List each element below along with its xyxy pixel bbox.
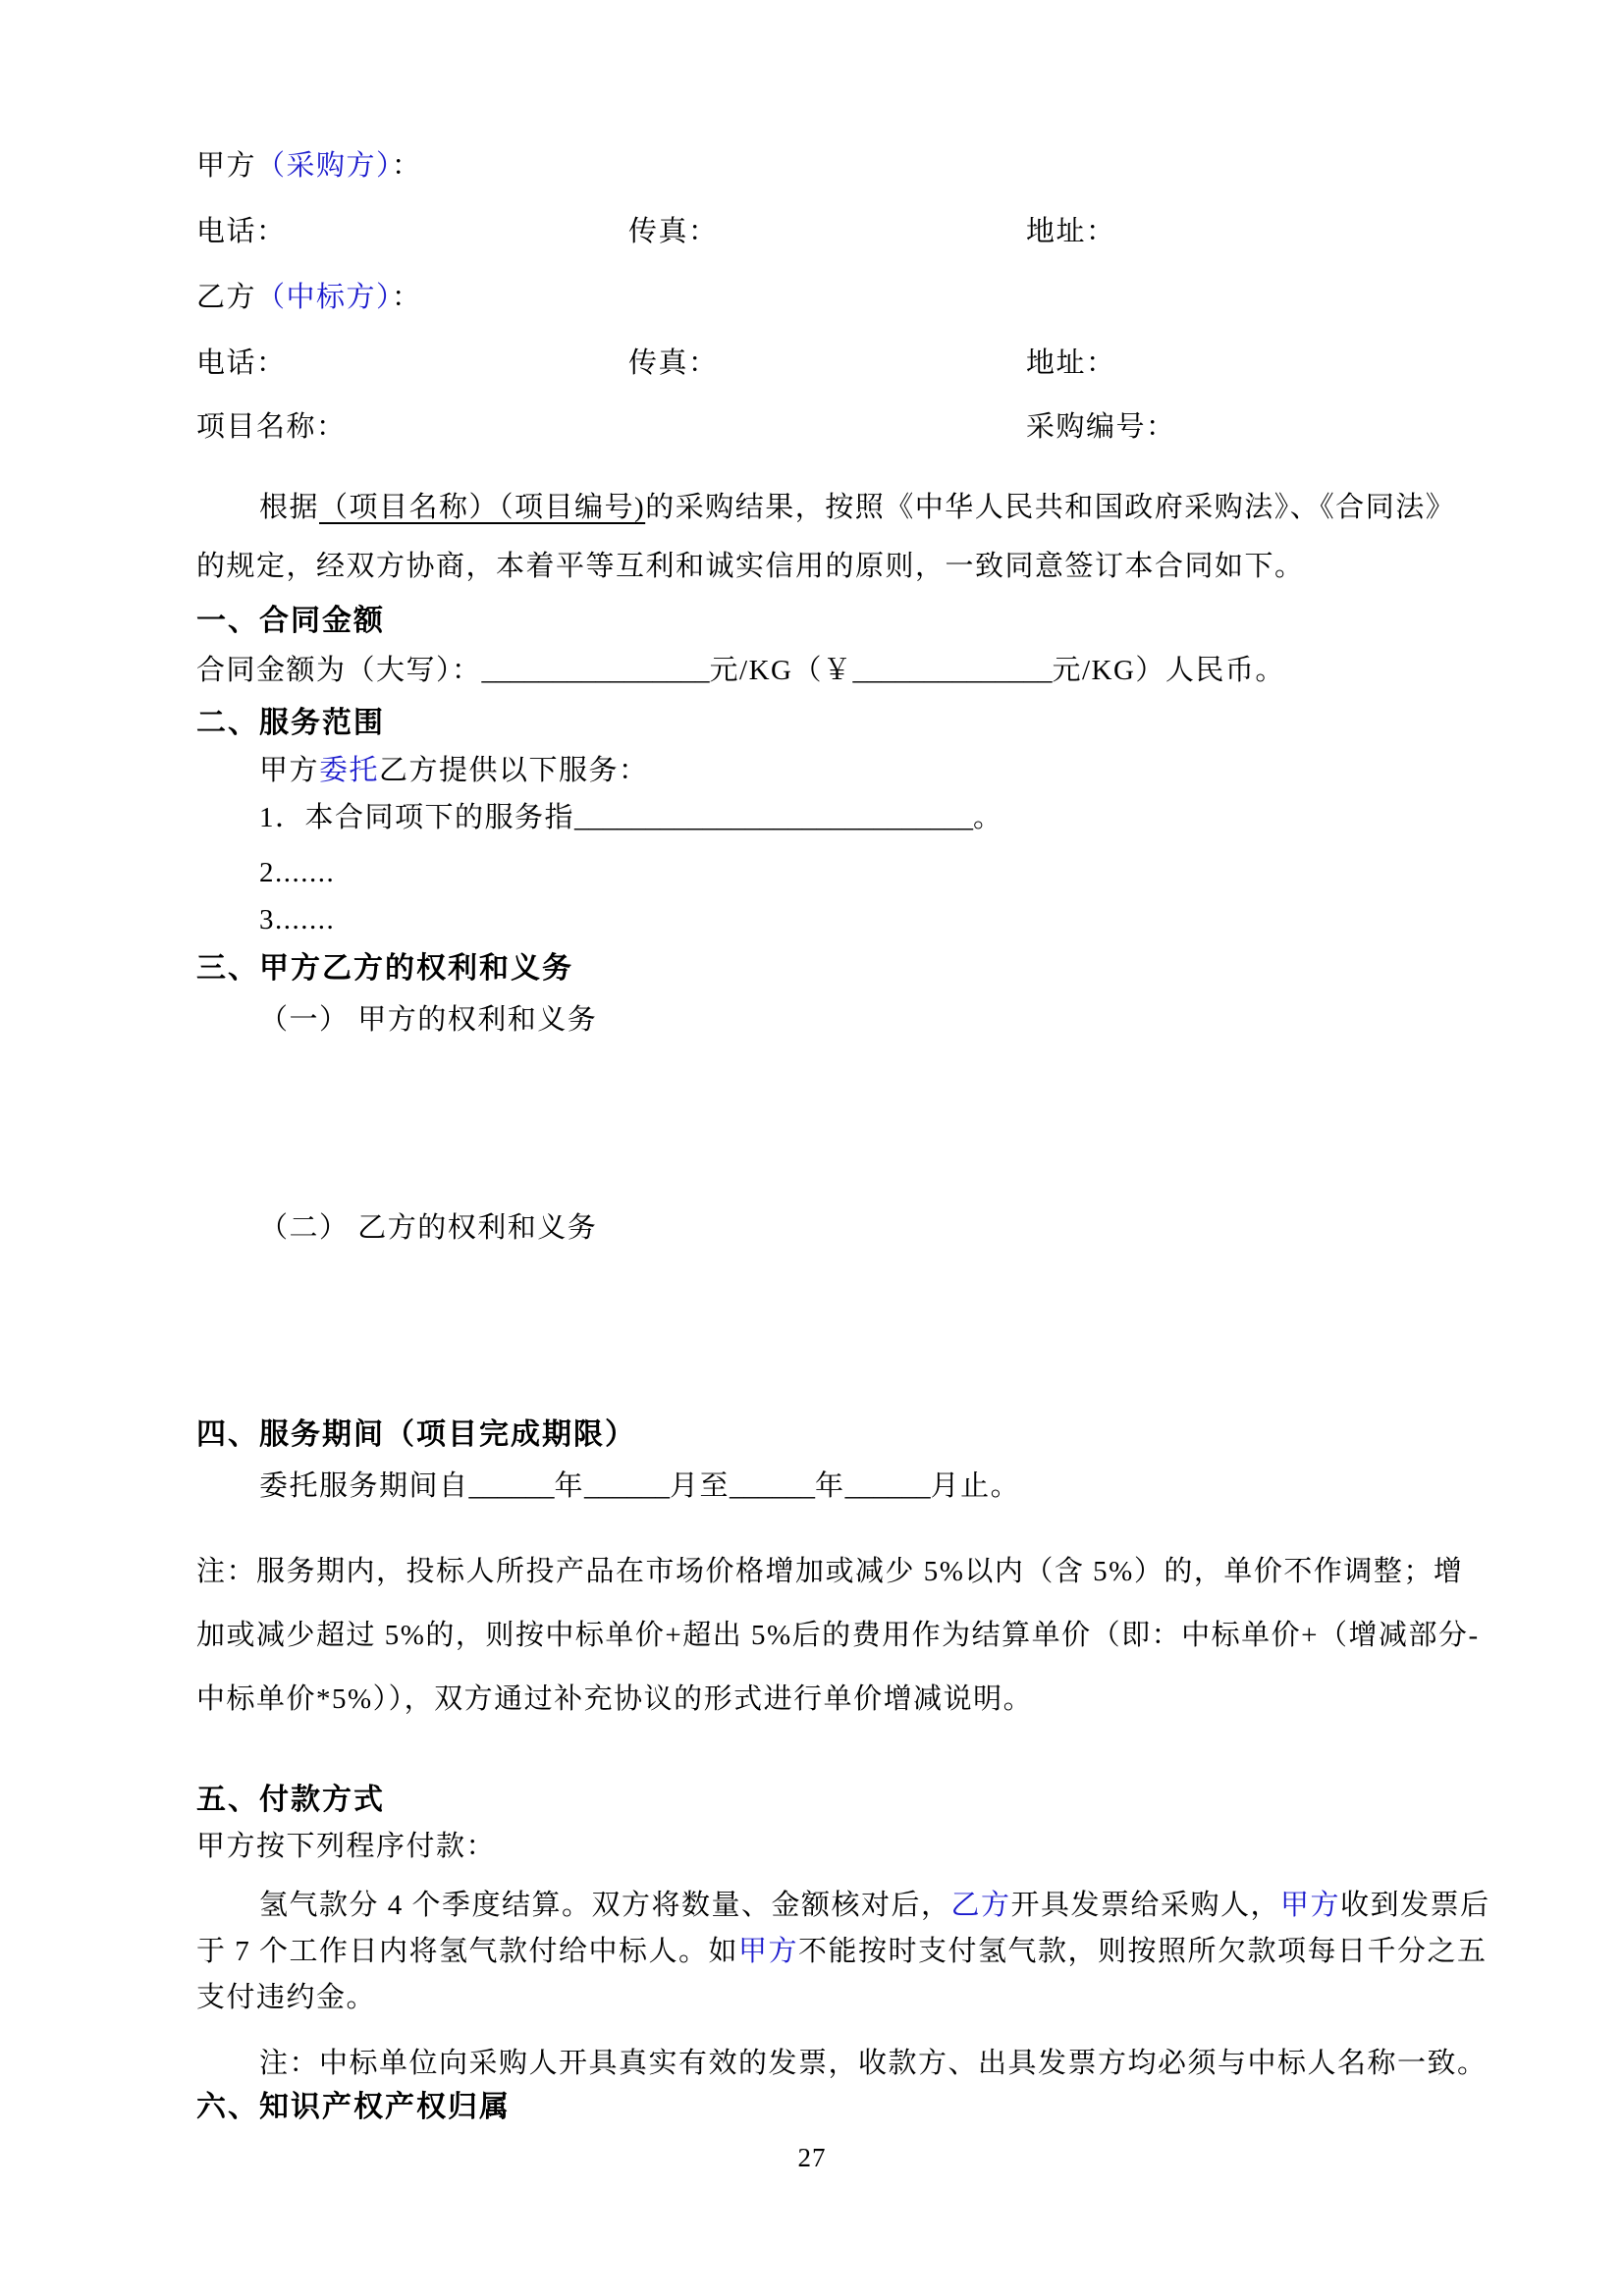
- payment-party-a: 甲方: [1280, 1890, 1341, 1921]
- price-note-line-1: 注：服务期内，投标人所投产品在市场价格增加或减少 5%以内（含 5%）的，单价不作调整；增: [196, 1556, 1464, 1587]
- period-blank-2: ______: [584, 1470, 671, 1502]
- payment-l2-seg-1: 于 7 个工作日内将氢气款付给中标人。如: [196, 1936, 739, 1967]
- party-b-role: （中标方）: [256, 282, 393, 313]
- address-label: 地址：: [1026, 347, 1116, 379]
- service-item-1-pre: 1．本合同项下的服务指: [259, 802, 575, 833]
- period-year-2: 年: [815, 1470, 845, 1502]
- intro-underlined-blank: （项目名称）（项目编号): [319, 492, 646, 523]
- fax-label: 传真：: [628, 216, 719, 247]
- party-b-label: 乙方: [196, 282, 257, 313]
- amount-blank-2: ______________: [852, 655, 1053, 686]
- fax-label: 传真：: [628, 347, 719, 379]
- service-item-1-blank: ____________________________: [574, 802, 974, 833]
- service-item-1-post: 。: [973, 802, 1003, 833]
- amount-mid: 元/KG（￥: [709, 655, 853, 686]
- amount-blank-1: ________________: [481, 655, 710, 686]
- party-a-colon: ：: [392, 150, 422, 182]
- intro-rest: 的采购结果，按照《中华人民共和国政府采购法》、《合同法》: [645, 492, 1456, 523]
- section-5-heading: 五、付款方式: [196, 1784, 385, 1816]
- party-b-colon: ：: [392, 282, 422, 313]
- service-pre: 甲方: [259, 755, 320, 786]
- invoice-note-line: 注：中标单位向采购人开具真实有效的发票，收款方、出具发票方均必须与中标人名称一致。: [259, 2048, 1488, 2079]
- section-1-heading: 一、合同金额: [196, 605, 385, 637]
- party-b-line: [196, 277, 1443, 318]
- page-number: 27: [797, 2143, 827, 2172]
- service-intro-line: [196, 750, 1443, 791]
- party-a-line: [196, 145, 1443, 187]
- intro-line-2: 的规定，经双方协商，本着平等互利和诚实信用的原则，一致同意签订本合同如下。: [196, 551, 1305, 582]
- address-label: 地址：: [1026, 216, 1116, 247]
- section-2-heading: 二、服务范围: [196, 707, 385, 739]
- period-blank-3: ______: [730, 1470, 816, 1502]
- period-month-2: 月止。: [930, 1470, 1021, 1502]
- period-blank-4: ______: [844, 1470, 931, 1502]
- payment-para-line-2: [196, 1931, 1488, 1972]
- period-blank-1: ______: [468, 1470, 555, 1502]
- project-name-label: 项目名称：: [196, 411, 347, 443]
- intro-line-1: [196, 487, 1456, 528]
- party-a-role: （采购方）: [256, 150, 393, 182]
- purchase-no-label: 采购编号：: [1026, 411, 1176, 443]
- payment-para-line-1: [196, 1885, 1490, 1926]
- service-entrust: 委托: [319, 755, 380, 786]
- party-a-label: 甲方: [196, 150, 257, 182]
- amount-post: 元/KG）人民币。: [1052, 655, 1285, 686]
- payment-seg-3: 收到发票后: [1340, 1890, 1490, 1921]
- payment-seg-1: 氢气款分 4 个季度结算。双方将数量、金额核对后，: [259, 1890, 951, 1921]
- period-pre: 委托服务期间自: [259, 1470, 469, 1502]
- payment-party-b: 乙方: [950, 1890, 1011, 1921]
- service-item-2: 2.......: [259, 857, 336, 888]
- rights-sub-2: （二） 乙方的权利和义务: [259, 1212, 598, 1244]
- section-3-heading: 三、甲方乙方的权利和义务: [196, 952, 573, 985]
- service-period-line: [196, 1466, 1443, 1507]
- section-4-heading: 四、服务期间（项目完成期限）: [196, 1418, 636, 1451]
- payment-l2-party-a: 甲方: [738, 1936, 799, 1967]
- rights-sub-1: （一） 甲方的权利和义务: [259, 1004, 598, 1036]
- payment-seg-2: 开具发票给采购人，: [1010, 1890, 1281, 1921]
- amount-pre: 合同金额为（大写）：: [196, 655, 482, 686]
- price-note-line-3: 中标单价*5%）），双方通过补充协议的形式进行单价增减说明。: [196, 1683, 1034, 1715]
- phone-label: 电话：: [196, 347, 287, 379]
- payment-intro-line: 甲方按下列程序付款：: [196, 1831, 497, 1862]
- price-note-line-2: 加或减少超过 5%的，则按中标单价+超出 5%后的费用作为结算单价（即：中标单价+（增减部分-: [196, 1620, 1480, 1651]
- service-item-1: [196, 797, 1443, 838]
- intro-pre: 根据: [259, 492, 320, 523]
- contract-amount-line: [196, 650, 1443, 691]
- payment-l2-seg-2: 不能按时支付氢气款，则按照所欠款项每日千分之五: [798, 1936, 1488, 1967]
- period-month-1: 月至: [670, 1470, 731, 1502]
- section-6-heading: 六、知识产权产权归属: [196, 2091, 511, 2123]
- service-item-3: 3.......: [259, 904, 336, 935]
- payment-para-line-3: 支付违约金。: [196, 1982, 377, 2013]
- period-year-1: 年: [554, 1470, 585, 1502]
- service-post: 乙方提供以下服务：: [379, 755, 649, 786]
- phone-label: 电话：: [196, 216, 287, 247]
